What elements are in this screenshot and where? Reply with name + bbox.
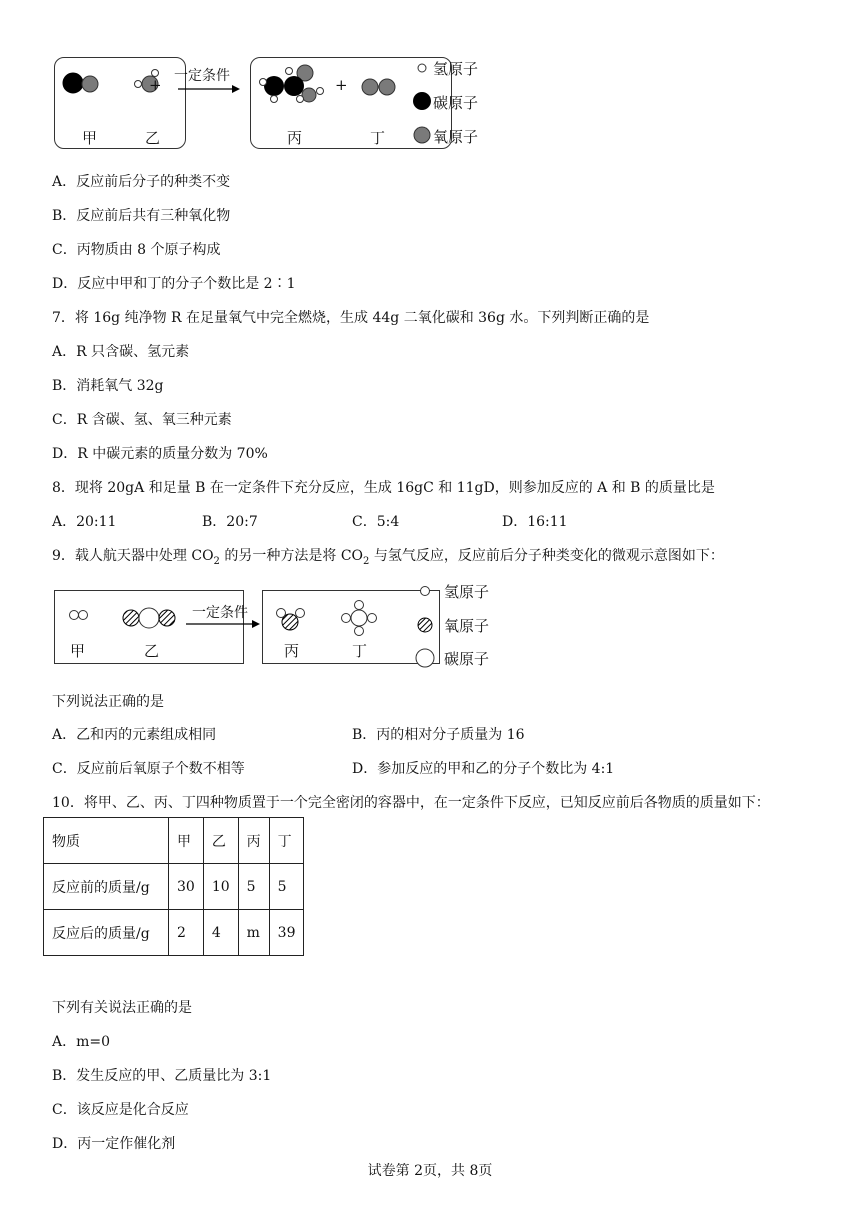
- q8-stem: 8．现将 20gA 和足量 B 在一定条件下充分反应，生成 16gC 和 11gD，则参加反应的 A 和 B 的质量比是: [52, 480, 715, 496]
- table-cell: 2: [169, 910, 204, 956]
- table-cell: 5: [238, 864, 269, 910]
- table-cell: m: [238, 910, 269, 956]
- q9-prompt: 下列说法正确的是: [52, 694, 164, 710]
- table-cell: 30: [169, 864, 204, 910]
- q6-condition: 一定条件: [174, 68, 230, 84]
- q10-option-c: C．该反应是化合反应: [52, 1102, 189, 1118]
- q9-molecules: [52, 578, 502, 678]
- table-header-cell: 甲: [169, 818, 204, 864]
- q6-label-yi: 乙: [145, 129, 161, 147]
- q8-option-d: D．16:11: [502, 514, 568, 530]
- q6-option-c: C．丙物质由 8 个原子构成: [52, 242, 221, 258]
- q9-legend-o: 氧原子: [444, 617, 490, 635]
- table-header-cell: 丁: [269, 818, 304, 864]
- q9-option-b: B．丙的相对分子质量为 16: [352, 727, 525, 743]
- q9-label-jia: 甲: [70, 642, 86, 660]
- q7-option-c: C．R 含碳、氢、氧三种元素: [52, 412, 232, 428]
- q9-legend-c: 碳原子: [444, 650, 490, 668]
- q6-molecules: [52, 55, 492, 155]
- q6-label-jia: 甲: [82, 129, 98, 147]
- table-cell: 10: [203, 864, 238, 910]
- table-cell: 反应后的质量/g: [44, 910, 169, 956]
- q7-option-d: D．R 中碳元素的质量分数为 70%: [52, 446, 268, 462]
- q9-label-ding: 丁: [352, 642, 368, 660]
- table-header-cell: 乙: [203, 818, 238, 864]
- table-header-cell: 物质: [44, 818, 169, 864]
- q7-option-b: B．消耗氧气 32g: [52, 378, 164, 394]
- table-header-cell: 丙: [238, 818, 269, 864]
- table-cell: 39: [269, 910, 304, 956]
- q9-legend-h: 氢原子: [444, 583, 490, 601]
- q10-prompt: 下列有关说法正确的是: [52, 1000, 192, 1016]
- q10-stem: 10．将甲、乙、丙、丁四种物质置于一个完全密闭的容器中，在一定条件下反应，已知反应前后各物质的质量如下：: [52, 795, 770, 811]
- q6-plus-left: +: [149, 76, 162, 94]
- q6-label-bing: 丙: [287, 129, 303, 147]
- q9-diagram: [52, 578, 502, 678]
- q6-option-a: A．反应前后分子的种类不变: [52, 174, 231, 190]
- q6-plus-right: +: [335, 76, 348, 94]
- q9-label-bing: 丙: [284, 642, 300, 660]
- q6-option-d: D．反应中甲和丁的分子个数比是 2∶1: [52, 276, 296, 292]
- q6-diagram: [52, 55, 492, 155]
- q6-legend-h: 氢原子: [433, 60, 479, 78]
- q10-mass-table: [43, 817, 304, 956]
- q9-stem: 9．载人航天器中处理 $CO_2$ 的另一种方法是将 $CO_2$ 与氢气反应，反应前后分子种类变化的微观示意图如下：: [52, 548, 724, 567]
- q7-option-a: A．R 只含碳、氢元素: [52, 344, 190, 360]
- q6-option-b: B．反应前后共有三种氧化物: [52, 208, 231, 224]
- q9-label-yi: 乙: [144, 642, 160, 660]
- q6-label-ding: 丁: [370, 129, 386, 147]
- q7-stem: 7．将 16g 纯净物 R 在足量氧气中完全燃烧，生成 44g 二氧化碳和 36g 水。下列判断正确的是: [52, 310, 650, 326]
- q10-option-b: B．发生反应的甲、乙质量比为 3:1: [52, 1068, 272, 1084]
- q8-option-a: A．20:11: [52, 514, 117, 530]
- q9-option-c: C．反应前后氧原子个数不相等: [52, 761, 245, 777]
- q6-legend-o: 氧原子: [433, 128, 479, 146]
- table-row: [44, 910, 304, 956]
- q6-legend-c: 碳原子: [433, 94, 479, 112]
- q9-condition: 一定条件: [192, 605, 248, 621]
- q9-option-d: D．参加反应的甲和乙的分子个数比为 4:1: [352, 761, 615, 777]
- page-footer: 试卷第 2页，共 8页: [367, 1163, 493, 1179]
- table-cell: 反应前的质量/g: [44, 864, 169, 910]
- q10-option-d: D．丙一定作催化剂: [52, 1136, 176, 1152]
- table-header-row: [44, 818, 304, 864]
- table-cell: 4: [203, 910, 238, 956]
- q8-option-c: C．5:4: [352, 514, 400, 530]
- table-row: [44, 864, 304, 910]
- table-cell: 5: [269, 864, 304, 910]
- q10-option-a: A．m=0: [52, 1034, 111, 1050]
- q9-option-a: A．乙和丙的元素组成相同: [52, 727, 217, 743]
- q8-option-b: B．20:7: [202, 514, 258, 530]
